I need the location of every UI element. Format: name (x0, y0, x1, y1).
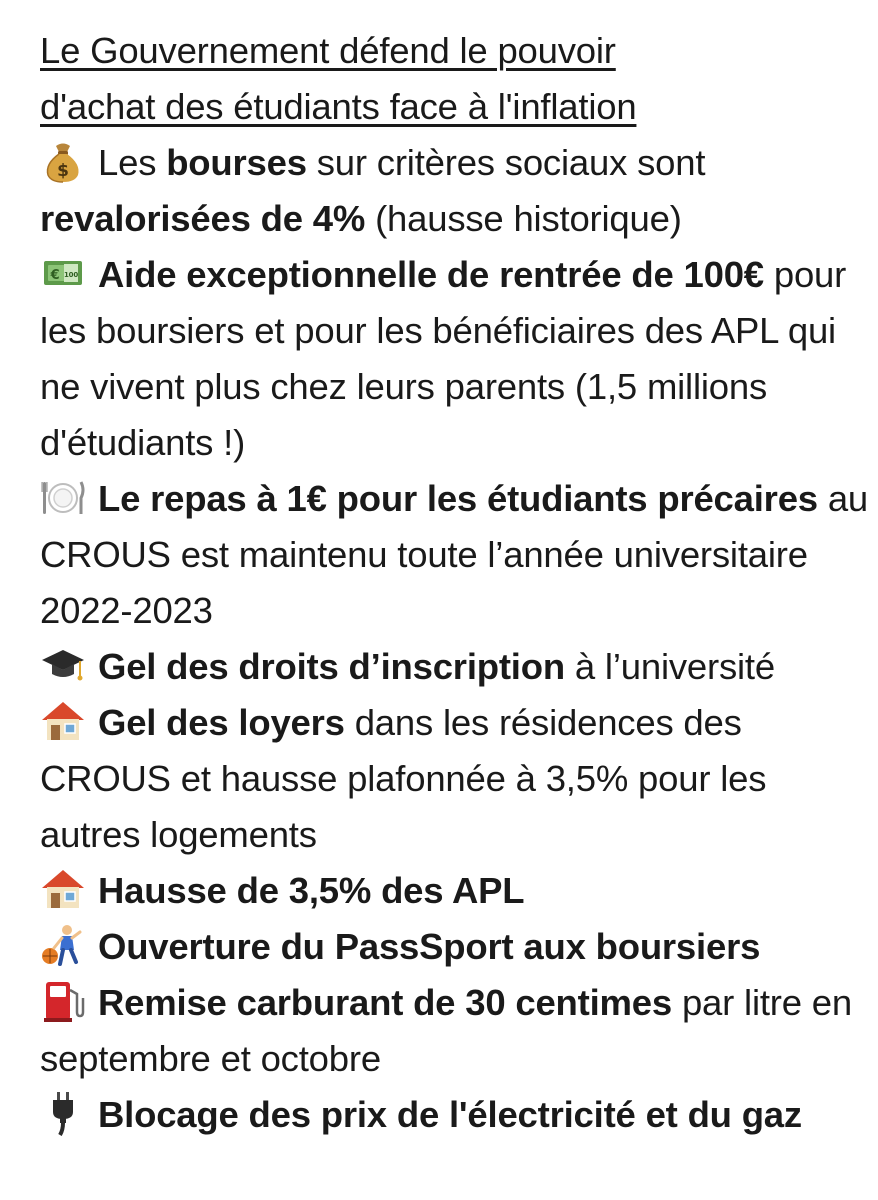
svg-text:$: $ (57, 161, 69, 181)
money-bag-icon (40, 138, 86, 184)
document-title (40, 23, 870, 135)
item-text: sur critères sociaux sont (306, 142, 706, 183)
svg-text:€: € (50, 268, 60, 283)
item-emphasis: Remise carburant de 30 centimes (98, 982, 673, 1023)
item-emphasis: Aide exceptionnelle de rentrée de 100€ (98, 254, 764, 295)
house-icon (40, 698, 86, 744)
item-text: au CROUS est maintenu toute l’année universitaire 2022-2023 (40, 478, 869, 631)
item-emphasis: Blocage des prix de l'électricité et du gaz (98, 1094, 802, 1135)
list-item (40, 471, 870, 639)
item-text: dans les résidences des CROUS et hausse plafonnée à 3,5% pour les autres logements (40, 702, 767, 855)
list-item (40, 975, 870, 1087)
item-emphasis: revalorisées de 4% (40, 198, 366, 239)
house-icon (40, 866, 86, 912)
basketball-player-icon (40, 922, 86, 968)
electric-plug-icon (40, 1090, 86, 1136)
list-item (40, 247, 870, 471)
list-item (40, 695, 870, 863)
list-item (40, 919, 870, 975)
title-line-1: Le Gouvernement défend le pouvoir (40, 30, 616, 71)
plate-cutlery-icon (40, 474, 86, 520)
banknote-icon (40, 250, 86, 296)
item-text: (hausse historique) (365, 198, 682, 239)
item-emphasis: Le repas à 1€ pour les étudiants précaires (98, 478, 818, 519)
list-item (40, 1087, 870, 1143)
item-text: à l’université (564, 646, 775, 687)
item-emphasis: Gel des droits d’inscription (98, 646, 565, 687)
svg-text:100: 100 (63, 271, 79, 279)
item-emphasis: Hausse de 3,5% des APL (98, 870, 525, 911)
list-item (40, 863, 870, 919)
item-text: Les (98, 142, 167, 183)
item-text: pour les boursiers et pour les bénéficiaires des APL qui ne vivent plus chez leurs parents (1,5 millions d'étudiants !) (40, 254, 847, 463)
item-text: par litre en septembre et octobre (40, 982, 853, 1079)
item-emphasis: Ouverture du PassSport aux boursiers (98, 926, 761, 967)
list-item (40, 135, 870, 247)
list-item (40, 639, 870, 695)
item-emphasis: Gel des loyers (98, 702, 345, 743)
graduation-cap-icon (40, 642, 86, 688)
title-line-2: d'achat des étudiants face à l'inflation (40, 86, 637, 127)
item-emphasis: bourses (166, 142, 307, 183)
document (40, 23, 870, 1143)
fuel-pump-icon (40, 978, 86, 1024)
